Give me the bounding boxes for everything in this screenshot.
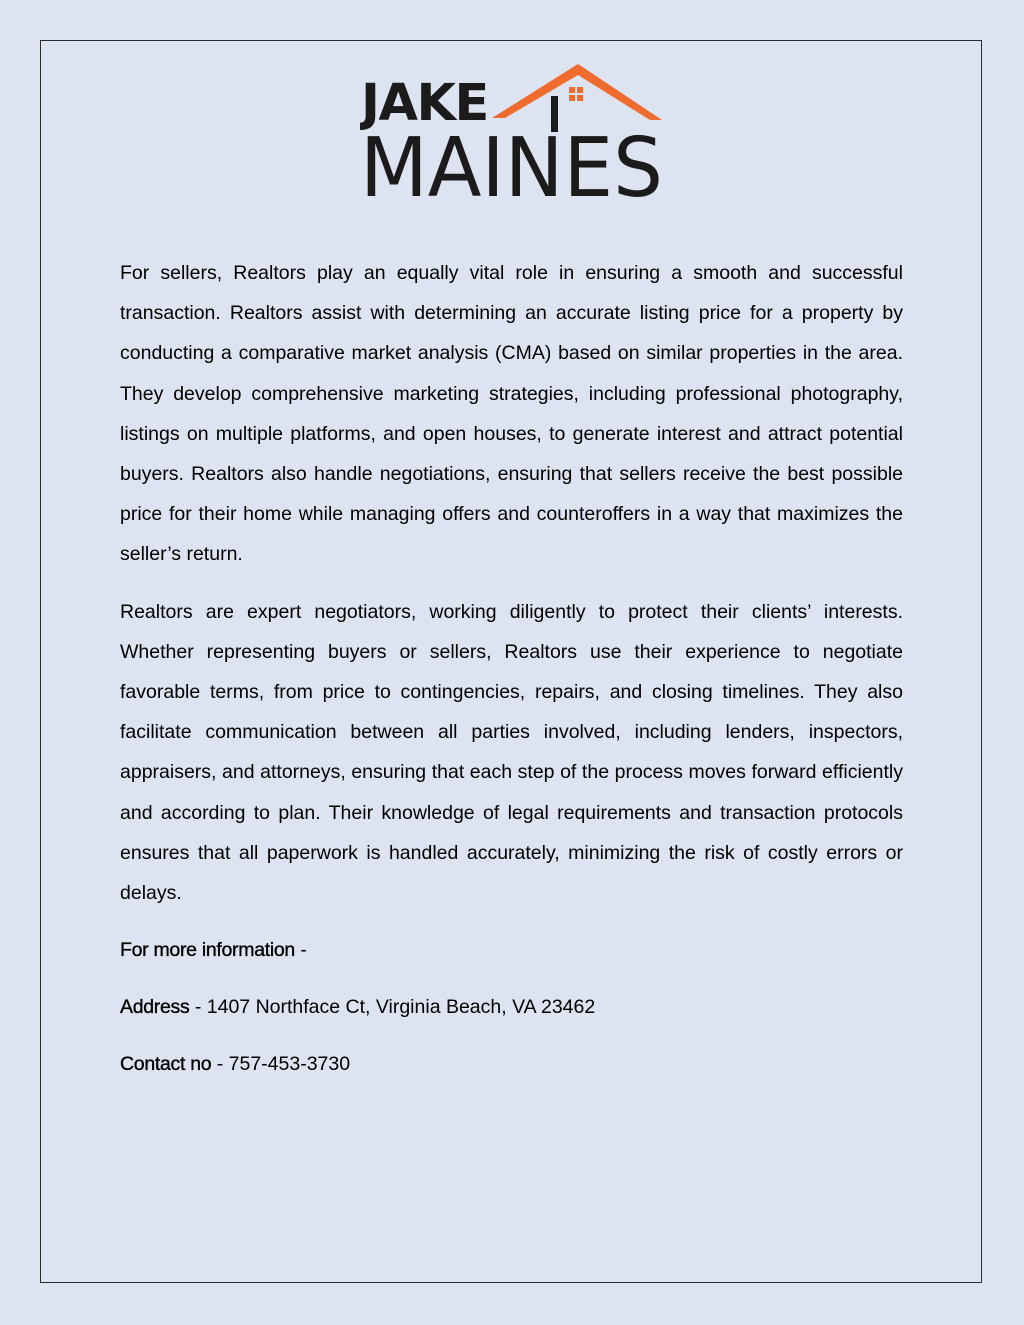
house-roof-icon bbox=[360, 58, 665, 200]
info-heading-suffix: - bbox=[294, 939, 307, 962]
logo-line2: MAINES bbox=[360, 121, 663, 200]
paragraph-sellers: For sellers, Realtors play an equally vital role in ensuring a smooth and successful transaction. Realtors assist with determining an accurate listing price for a property by conducting a comparative market analysis (CMA) based on similar properties in the area. They develop comprehensive marketing strategies, including professional photography, listings on multiple platforms, and open houses, to generate interest and attract potential buyers. Realtors also handle negotiations, ensuring that sellers receive the best possible price for their home while managing offers and counteroffers in a way that maximizes the seller’s return. bbox=[120, 262, 903, 566]
logo-line1: JAKE bbox=[361, 74, 488, 133]
contact-value: - 757-453-3730 bbox=[211, 1053, 351, 1076]
address-value: - 1407 Northface Ct, Virginia Beach, VA 23462 bbox=[189, 996, 596, 1019]
contact-line bbox=[120, 1044, 903, 1084]
main-content bbox=[120, 253, 903, 1084]
address-line bbox=[120, 987, 903, 1027]
address-label: Address bbox=[120, 996, 190, 1019]
jake-maines-logo bbox=[360, 58, 665, 200]
contact-label: Contact no bbox=[120, 1053, 212, 1076]
info-heading bbox=[120, 930, 903, 970]
paragraph-negotiators: Realtors are expert negotiators, working diligently to protect their clients’ interests. Whether representing buyers or sellers, Realtors use their experience to negotiate favorable terms, from price to contingencies, repairs, and closing timelines. They also facilitate communication between all parties involved, including lenders, inspectors, appraisers, and attorneys, ensuring that each step of the process moves forward efficiently and according to plan. Their knowledge of legal requirements and transaction protocols ensures that all paperwork is handled accurately, minimizing the risk of costly errors or delays. bbox=[120, 600, 903, 905]
info-heading-label: For more information bbox=[120, 939, 295, 962]
